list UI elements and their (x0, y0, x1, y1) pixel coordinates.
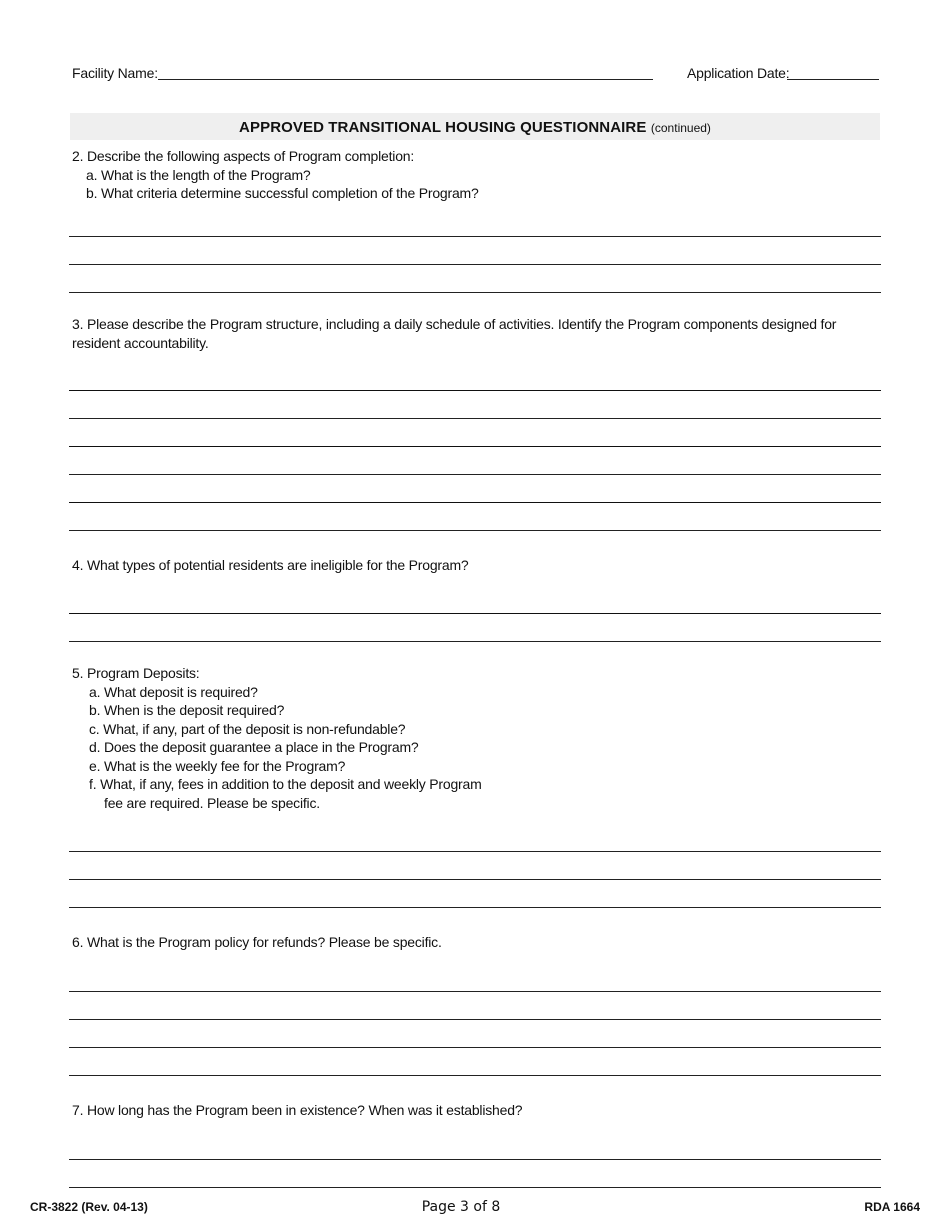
question-6-text: 6. What is the Program policy for refunds? Please be specific. (72, 934, 442, 950)
rda-number: RDA 1664 (864, 1200, 920, 1214)
answer-line-q6-1[interactable] (69, 991, 881, 992)
answer-line-q4-2[interactable] (69, 641, 881, 642)
question-2-text: 2. Describe the following aspects of Program completion: (72, 148, 415, 164)
question-2 (72, 147, 479, 203)
question-4 (72, 556, 469, 575)
question-5-text: 5. Program Deposits: (72, 665, 200, 681)
question-7 (72, 1101, 522, 1120)
question-5d: d. Does the deposit guarantee a place in the Program? (89, 739, 419, 755)
question-2b: b. What criteria determine successful completion of the Program? (86, 185, 479, 201)
question-6 (72, 933, 442, 952)
application-date-field[interactable] (787, 79, 879, 80)
form-number: CR-3822 (Rev. 04-13) (30, 1200, 148, 1214)
answer-line-q3-6[interactable] (69, 530, 881, 531)
answer-line-q5-1[interactable] (69, 851, 881, 852)
application-date-label: Application Date: (687, 65, 790, 81)
answer-line-q2-2[interactable] (69, 264, 881, 265)
question-2a: a. What is the length of the Program? (86, 166, 311, 183)
question-7-text: 7. How long has the Program been in existence? When was it established? (72, 1102, 523, 1118)
question-3-line-1: 3. Please describe the Program structure, including a daily schedule of activities. Identify the Program components designed for (72, 316, 837, 332)
answer-line-q3-2[interactable] (69, 418, 881, 419)
question-3 (72, 315, 836, 352)
question-5e: e. What is the weekly fee for the Program? (89, 757, 346, 774)
question-5 (72, 664, 482, 812)
facility-name-label: Facility Name: (72, 65, 158, 81)
answer-line-q3-5[interactable] (69, 502, 881, 503)
answer-line-q6-2[interactable] (69, 1019, 881, 1020)
answer-line-q3-4[interactable] (69, 474, 881, 475)
answer-line-q7-2[interactable] (69, 1187, 881, 1188)
facility-name-field[interactable] (158, 79, 653, 80)
question-5f-line-1: f. What, if any, fees in addition to the deposit and weekly Program (89, 776, 482, 792)
form-title-bar (70, 113, 880, 140)
question-5c: c. What, if any, part of the deposit is non-refundable? (89, 720, 406, 737)
answer-line-q2-1[interactable] (69, 236, 881, 237)
question-5f-line-2: fee are required. Please be specific. (104, 794, 320, 811)
answer-line-q3-3[interactable] (69, 446, 881, 447)
answer-line-q6-3[interactable] (69, 1047, 881, 1048)
answer-line-q5-3[interactable] (69, 907, 881, 908)
answer-line-q6-4[interactable] (69, 1075, 881, 1076)
answer-line-q2-3[interactable] (69, 292, 881, 293)
answer-line-q7-1[interactable] (69, 1159, 881, 1160)
question-5a: a. What deposit is required? (89, 683, 258, 700)
form-title-continued: (continued) (650, 121, 711, 135)
question-5b: b. When is the deposit required? (89, 702, 285, 718)
form-title: APPROVED TRANSITIONAL HOUSING QUESTIONNAIRE (239, 119, 647, 136)
question-3-line-2: resident accountability. (72, 334, 209, 351)
question-4-text: 4. What types of potential residents are ineligible for the Program? (72, 557, 469, 573)
answer-line-q4-1[interactable] (69, 613, 881, 614)
page-number: Page 3 of 8 (421, 1199, 501, 1215)
answer-line-q3-1[interactable] (69, 390, 881, 391)
answer-line-q5-2[interactable] (69, 879, 881, 880)
